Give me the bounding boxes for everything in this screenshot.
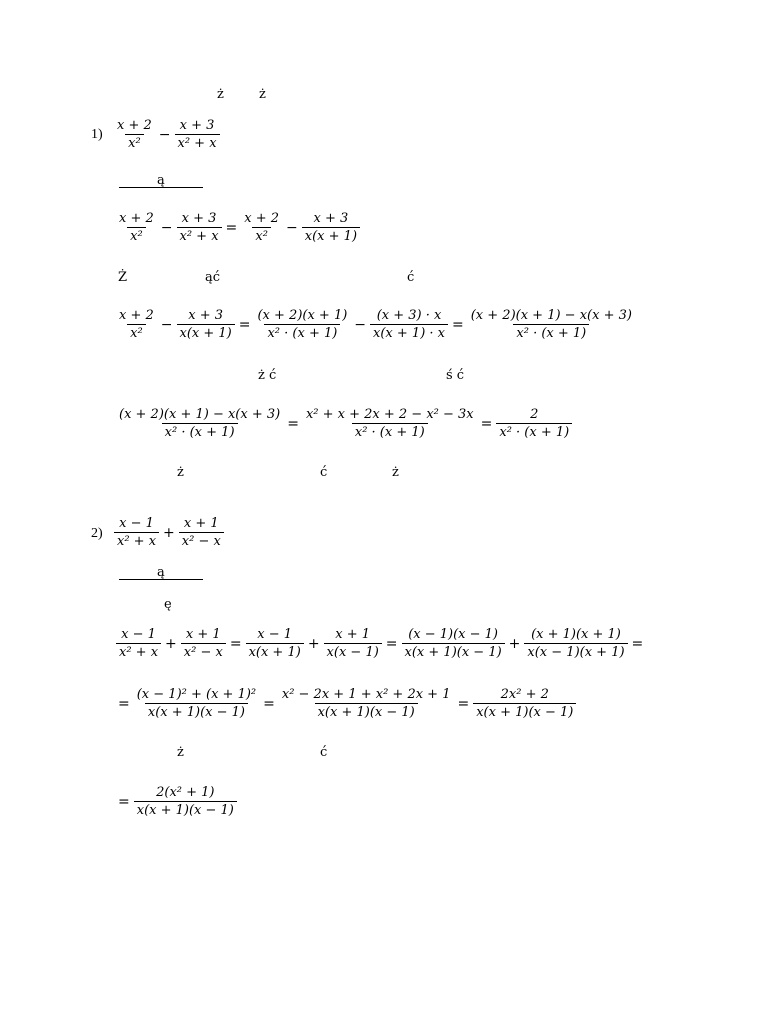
text-char: ż [177, 745, 184, 760]
fraction [402, 626, 505, 661]
math-operator: = [263, 695, 275, 712]
math-operator: + [508, 635, 521, 652]
fraction [134, 784, 237, 819]
ex2-step1-equation [115, 626, 646, 661]
fraction-part: x + 2 [117, 118, 152, 133]
fraction-part: (x − 1)² + (x + 1)² [136, 687, 257, 702]
fraction-part: (x − 1)(x − 1) [408, 627, 498, 642]
exercise-1-label: 1) [91, 127, 103, 142]
fraction-part: (x + 2)(x + 1) − x(x + 3) [470, 308, 632, 323]
fraction-part: x² [127, 227, 146, 245]
fraction-part: x(x − 1) [324, 643, 382, 661]
fraction-part: 2(x² + 1) [156, 785, 215, 800]
math-operator: − [160, 316, 173, 333]
underlined-heading-char: ą [157, 565, 165, 580]
math-operator: − [160, 219, 173, 236]
fraction-part: x² + x [175, 134, 220, 152]
fraction-part: 2 [530, 407, 539, 422]
ex2-step2-equation [115, 686, 577, 721]
fraction-part: x + 1 [335, 627, 371, 642]
fraction [177, 210, 222, 245]
fraction-part: 2x² + 2 [500, 687, 549, 702]
fraction-part: x² [125, 134, 144, 152]
fraction-part: x − 1 [121, 627, 156, 642]
math-operator: − [286, 219, 298, 236]
text-char: ę [164, 597, 172, 612]
header-char: ż [217, 87, 224, 102]
text-char: ć [320, 745, 328, 760]
ex1-problem-expression [113, 117, 221, 152]
fraction-part: x² + x [116, 643, 161, 661]
fraction-part: x(x + 1) [302, 227, 360, 245]
ex1-step2-equation [115, 307, 636, 342]
fraction-part: x + 1 [183, 516, 219, 531]
fraction-part: x² + x [114, 532, 159, 550]
fraction-part: x(x + 1)(x − 1) [315, 703, 418, 721]
fraction [473, 686, 576, 721]
text-char: ś ć [446, 368, 465, 383]
fraction [246, 626, 304, 661]
fraction-part: x(x + 1)(x − 1) [473, 703, 576, 721]
text-char: Ż [118, 270, 128, 285]
fraction [496, 406, 572, 441]
fraction-part: (x + 2)(x + 1) − x(x + 3) [119, 407, 281, 422]
math-operator: = [118, 793, 130, 810]
fraction-part: x(x − 1)(x + 1) [524, 643, 627, 661]
math-operator: = [287, 415, 299, 432]
fraction-part: (x + 1)(x + 1) [531, 627, 621, 642]
fraction-part: x + 3 [179, 118, 215, 133]
ex2-problem-expression [113, 515, 225, 550]
fraction-part: x + 2 [119, 211, 154, 226]
fraction-part: x² · (x + 1) [496, 423, 572, 441]
fraction-part: x + 3 [313, 211, 349, 226]
fraction-part: x + 1 [185, 627, 221, 642]
fraction-part: x(x + 1)(x − 1) [134, 801, 237, 819]
fraction [524, 626, 627, 661]
fraction [134, 686, 259, 721]
fraction-part: x + 3 [181, 211, 217, 226]
fraction [241, 210, 282, 245]
fraction-part: x² · (x + 1) [352, 423, 428, 441]
fraction-part: x² − x [181, 643, 226, 661]
math-operator: − [158, 126, 171, 143]
fraction-part: x(x + 1) [246, 643, 304, 661]
fraction-part: x² · (x + 1) [264, 324, 340, 342]
fraction [279, 686, 454, 721]
heading-underline [119, 579, 203, 580]
fraction-part: x − 1 [119, 516, 154, 531]
text-char: ż [177, 465, 184, 480]
header-char: ż [259, 87, 266, 102]
text-char: ć [320, 465, 328, 480]
fraction [468, 307, 635, 342]
fraction [324, 626, 382, 661]
text-char: ąć [205, 270, 221, 285]
math-operator: = [480, 415, 493, 432]
fraction-part: x(x + 1)(x − 1) [145, 703, 248, 721]
fraction [179, 515, 224, 550]
fraction-part: x(x + 1) · x [370, 324, 448, 342]
fraction [175, 117, 220, 152]
fraction [116, 307, 157, 342]
fraction [254, 307, 350, 342]
underlined-heading-char: ą [157, 173, 165, 188]
fraction-part: x(x + 1) [177, 324, 235, 342]
math-operator: = [457, 695, 470, 712]
text-char: ż [392, 465, 399, 480]
math-operator: + [165, 635, 177, 652]
math-operator: = [452, 316, 464, 333]
fraction-part: x² · (x + 1) [162, 423, 238, 441]
fraction-part: x² − 2x + 1 + x² + 2x + 1 [281, 687, 451, 702]
fraction-part: x² [127, 324, 146, 342]
ex1-step3-equation [115, 406, 573, 441]
heading-underline [119, 187, 203, 188]
math-operator: + [163, 524, 175, 541]
fraction [116, 626, 161, 661]
fraction [303, 406, 477, 441]
fraction [181, 626, 226, 661]
fraction [114, 117, 155, 152]
fraction-part: (x + 2)(x + 1) [257, 308, 348, 323]
fraction [302, 210, 360, 245]
math-operator: = [385, 635, 398, 652]
math-operator: = [238, 316, 251, 333]
exercise-2-label: 2) [91, 526, 103, 541]
fraction-part: x(x + 1)(x − 1) [402, 643, 505, 661]
fraction [177, 307, 235, 342]
math-operator: = [631, 635, 644, 652]
text-char: ć [407, 270, 415, 285]
math-operator: − [354, 316, 367, 333]
math-operator: + [307, 635, 320, 652]
fraction-part: x − 1 [257, 627, 293, 642]
math-operator: = [118, 695, 130, 712]
math-operator: = [225, 219, 238, 236]
fraction [116, 406, 283, 441]
fraction [114, 515, 159, 550]
fraction-part: x + 2 [244, 211, 280, 226]
fraction-part: x² · (x + 1) [513, 324, 589, 342]
fraction-part: x + 2 [119, 308, 154, 323]
fraction-part: x + 3 [188, 308, 223, 323]
fraction [370, 307, 448, 342]
math-operator: = [229, 635, 242, 652]
ex1-step1-equation [115, 210, 361, 245]
ex2-step3-equation [115, 784, 238, 819]
fraction-part: (x + 3) · x [376, 308, 442, 323]
fraction-part: x² − x [179, 532, 224, 550]
fraction [116, 210, 157, 245]
fraction-part: x² + x + 2x + 2 − x² − 3x [305, 407, 474, 422]
fraction-part: x² + x [177, 227, 222, 245]
fraction-part: x² [252, 227, 271, 245]
text-char: ż ć [258, 368, 277, 383]
